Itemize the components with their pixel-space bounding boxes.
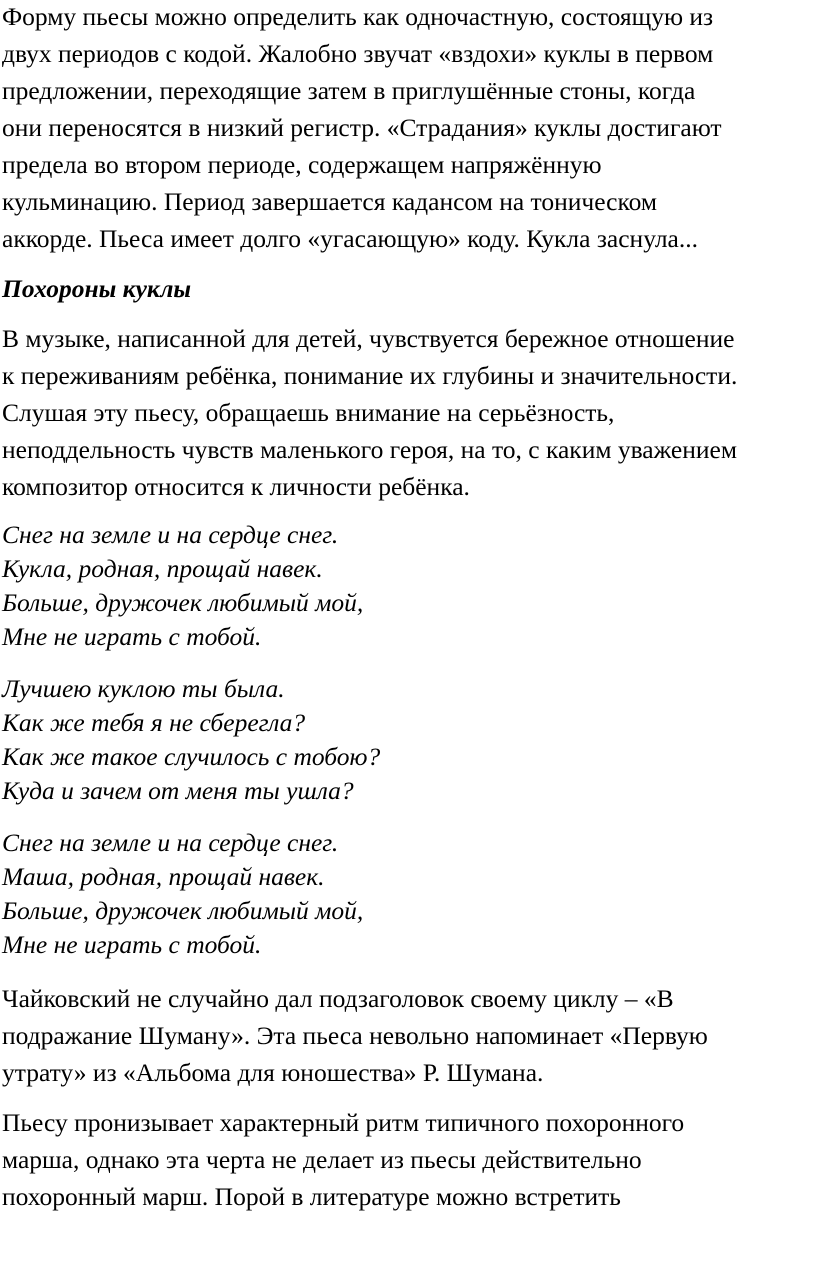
text-line: Чайковский не случайно дал подзаголовок своему циклу – «В bbox=[2, 984, 674, 1013]
text-line: предложении, переходящие затем в приглушённые стоны, когда bbox=[2, 76, 696, 105]
text-line: двух периодов с кодой. Жалобно звучат «вздохи» куклы в первом bbox=[2, 39, 714, 68]
text-line: кульминацию. Период завершается кадансом на тоническом bbox=[2, 187, 657, 216]
poem-line: Мне не играть с тобой. bbox=[2, 930, 262, 959]
poem-line: Куда и зачем от меня ты ушла? bbox=[2, 776, 354, 805]
text-line: композитор относится к личности ребёнка. bbox=[2, 472, 470, 501]
text-line: Слушая эту пьесу, обращаешь внимание на серьёзность, bbox=[2, 398, 615, 427]
heading-text: Похороны куклы bbox=[2, 274, 192, 303]
text-line: утрату» из «Альбома для юношества» Р. Шумана. bbox=[2, 1058, 544, 1087]
poem-line: Снег на земле и на сердце снег. bbox=[2, 520, 339, 549]
text-line: к переживаниям ребёнка, понимание их глубины и значительности. bbox=[2, 361, 738, 390]
poem-stanza-2 bbox=[2, 672, 814, 808]
paragraph-schumann bbox=[2, 980, 814, 1091]
paragraph-form-description bbox=[2, 0, 814, 257]
poem-line: Кукла, родная, прощай навек. bbox=[2, 554, 323, 583]
paragraph-children-music bbox=[2, 320, 814, 505]
poem-line: Снег на земле и на сердце снег. bbox=[2, 828, 339, 857]
section-heading bbox=[2, 270, 814, 307]
poem-line: Как же такое случилось с тобою? bbox=[2, 742, 381, 771]
text-line: Форму пьесы можно определить как одночастную, состоящую из bbox=[2, 2, 714, 31]
document-page bbox=[2, 0, 814, 1228]
text-line: похоронный марш. Порой в литературе можно встретить bbox=[2, 1182, 621, 1211]
text-line: они переносятся в низкий регистр. «Страдания» куклы достигают bbox=[2, 113, 722, 142]
text-line: предела во втором периоде, содержащем напряжённую bbox=[2, 150, 602, 179]
text-line: марша, однако эта черта не делает из пьесы действительно bbox=[2, 1145, 642, 1174]
text-line: аккорде. Пьеса имеет долго «угасающую» коду. Кукла заснула... bbox=[2, 224, 698, 253]
poem-line: Маша, родная, прощай навек. bbox=[2, 862, 325, 891]
poem-line: Больше, дружочек любимый мой, bbox=[2, 588, 364, 617]
poem-line: Как же тебя я не сберегла? bbox=[2, 708, 306, 737]
poem-line: Лучшею куклою ты была. bbox=[2, 674, 285, 703]
text-line: подражание Шуману». Эта пьеса невольно напоминает «Первую bbox=[2, 1021, 708, 1050]
paragraph-funeral-march bbox=[2, 1104, 814, 1215]
poem-line: Больше, дружочек любимый мой, bbox=[2, 896, 364, 925]
poem-stanza-1 bbox=[2, 518, 814, 654]
poem-stanza-3 bbox=[2, 826, 814, 962]
poem-line: Мне не играть с тобой. bbox=[2, 622, 262, 651]
text-line: неподдельность чувств маленького героя, на то, с каким уважением bbox=[2, 435, 737, 464]
text-line: Пьесу пронизывает характерный ритм типичного похоронного bbox=[2, 1108, 685, 1137]
text-line: В музыке, написанной для детей, чувствуется бережное отношение bbox=[2, 324, 735, 353]
